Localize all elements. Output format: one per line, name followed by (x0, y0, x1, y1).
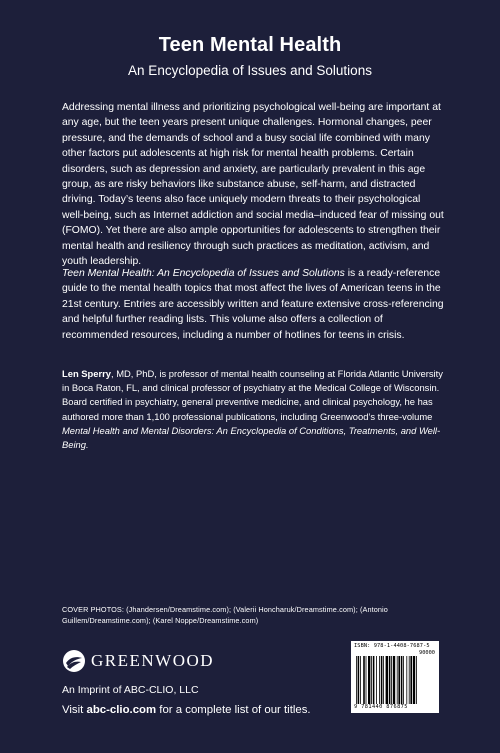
author-name: Len Sperry (62, 368, 111, 379)
visit-prefix: Visit (62, 704, 87, 716)
author-work-title: Mental Health and Mental Disorders: An Encyclopedia of Conditions, Treatments, and Well-Being. (62, 424, 441, 451)
publisher-logo (62, 649, 214, 673)
author-bio-text: , MD, PhD, is professor of mental health counseling at Florida Atlantic University in Boca Raton, FL, and clinical professor of psychiatry at the Medical College of Wisconsin. Board certified in psychiatry, general preventive medicine, and clinical psychology, he has authored more than 1,100 professional publications, including Greenwood’s three-volume (62, 368, 443, 422)
book-title-italic: Teen Mental Health: An Encyclopedia of Issues and Solutions (62, 268, 345, 279)
barcode-block (351, 641, 439, 713)
description-paragraph-2 (62, 266, 444, 343)
cover-photo-credits: COVER PHOTOS: (Jhandersen/Dreamstime.com); (Valerii Honcharuk/Dreamstime.com); (Antonio Guillem/Dreamstime.com); (Karel Noppe/Dreamstime.com) (62, 605, 388, 625)
visit-suffix: for a complete list of our titles. (156, 704, 311, 716)
description-text: Addressing mental illness and prioritizing psychological well-being are important at any age, but the teen years present unique challenges. Hormonal changes, peer pressure, and the demands of school and a busy social life combined with many other factors put adolescents at high risk for mental health problems. Certain disorders, such as depression and anxiety, are particularly prevalent in this age group, as are risky behaviors like substance abuse, self-harm, and distracted driving. Today’s teens also face uniquely modern threats to their psychological well-being, such as Internet addiction and social media–induced fear of missing out (FOMO). Yet there are also ample opportunities for adolescents to strengthen their mental health and resiliency through such practices as meditation, activism, and youth leadership. (62, 102, 444, 268)
imprint-line: An Imprint of ABC-CLIO, LLC (62, 684, 199, 696)
greenwood-logo-icon (62, 649, 86, 673)
description-text: is a ready-reference guide to the mental health topics that most affect the lives of American teens in the 21st century. Entries are accessibly written and feature extensive cross-referencing and helpful further reading lists. This volume also offers a collection of recommended resources, including a number of hotlines for teens in crisis. (62, 268, 444, 341)
description-paragraph-1 (62, 100, 444, 269)
price-code: 90000 (419, 650, 435, 656)
publisher-website-link[interactable]: abc-clio.com (86, 704, 157, 716)
barcode-icon (356, 656, 436, 704)
author-bio (62, 367, 444, 452)
barcode-number: 9 781440 876875 (354, 704, 408, 710)
book-title: Teen Mental Health (158, 34, 342, 56)
publisher-name: GREENWOOD (91, 651, 215, 670)
book-subtitle: An Encyclopedia of Issues and Solutions (128, 63, 372, 78)
visit-line (62, 704, 311, 716)
isbn-text: ISBN: 978-1-4408-7687-5 (354, 643, 430, 649)
